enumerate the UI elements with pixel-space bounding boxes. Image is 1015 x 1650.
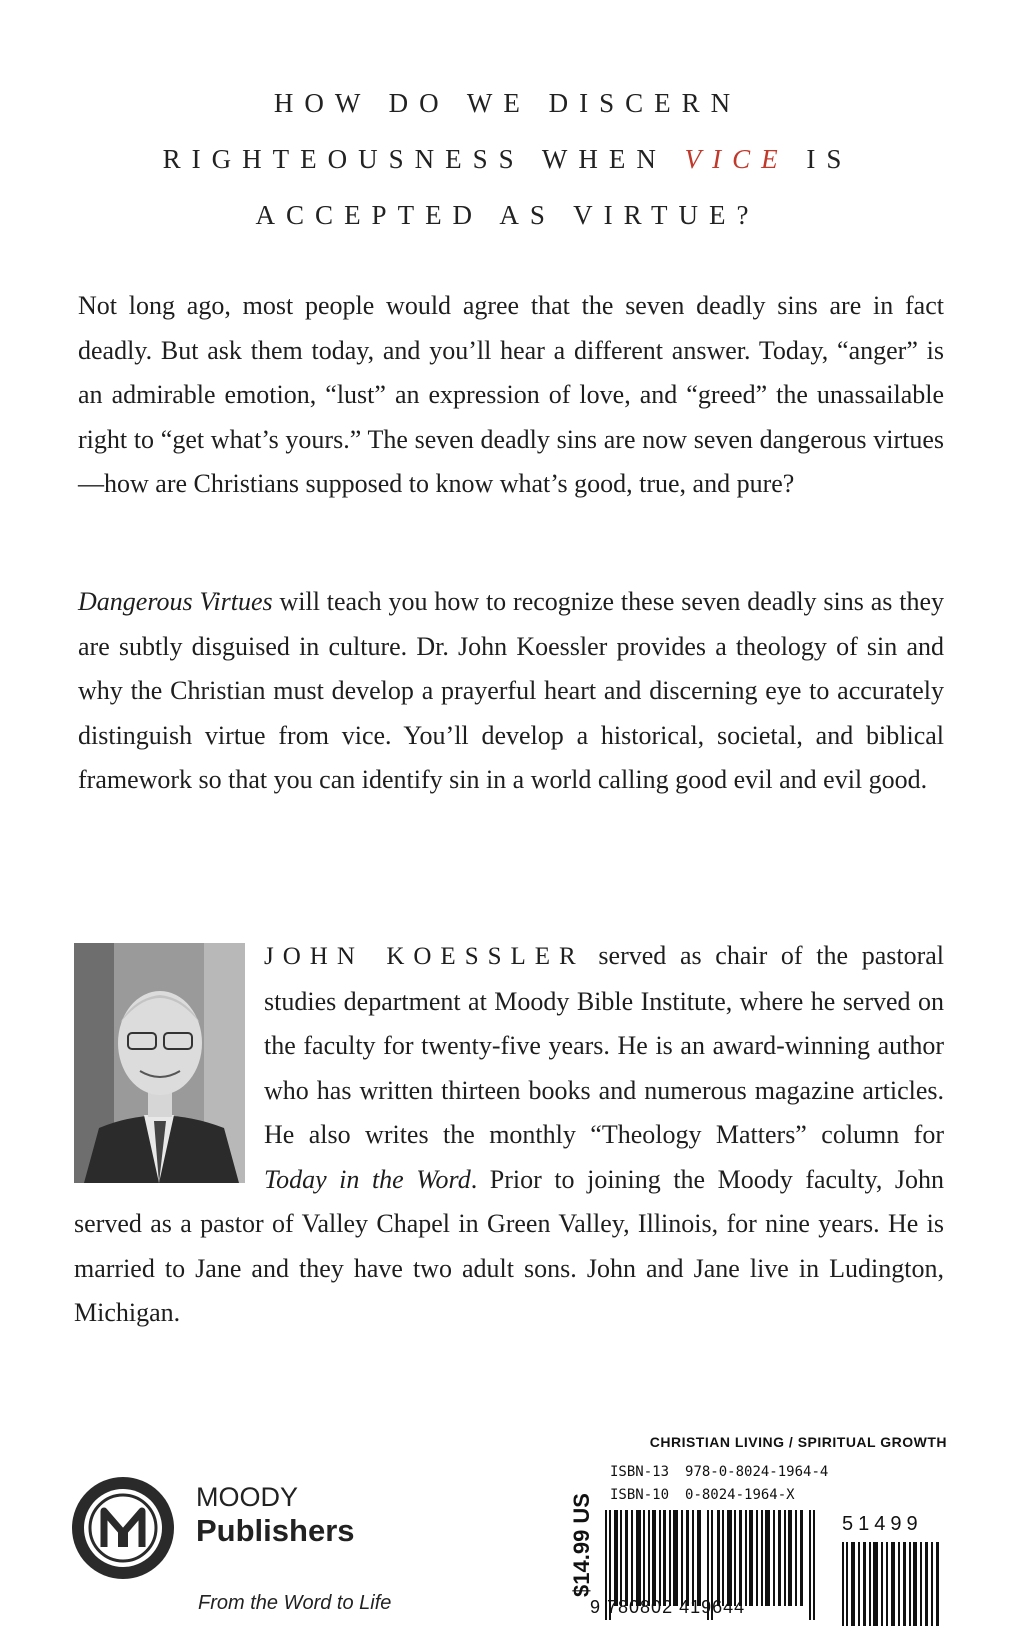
isbn-10-value: 0-8024-1964-X [685,1487,795,1503]
publication-title: Today in the Word [264,1164,471,1194]
category-label: CHRISTIAN LIVING / SPIRITUAL GROWTH [649,1434,947,1450]
description-paragraph-2-text: will teach you how to recognize these seven deadly sins as they are subtly disguised in culture. Dr. John Koessler provides a theology of sin and why the Christian must develop a prayerful heart and discerning eye to accurately distinguish virtue from vice. You’ll develop a historical, societal, and biblical framework so that you can identify sin in a world calling good evil and evil good. [78,587,945,794]
isbn-10-label: ISBN-10 [610,1487,670,1503]
author-bio-text-1: served as chair of the pastoral studies department at Moody Bible Institute, where he served on the faculty for twenty-five years. He is an award-winning author who has written thirteen books and numerous magazine articles. He also writes the monthly “Theology Matters” column for [264,941,945,1149]
tagline-vice-word: VICE [684,144,789,174]
author-bio-text-2: . Prior to joining the Moody faculty, John served as a pastor of Valley Chapel in Green Valley, Illinois, for nine years. He is married to Jane and they have two adult sons. John and Jane live in Ludington, Michigan. [74,1164,944,1327]
author-name: JOHN KOESSLER [264,943,585,970]
price-code: 51499 [842,1513,923,1535]
description-paragraph-1: Not long ago, most people would agree that the seven deadly sins are in fact deadly. But ask them today, and you’ll hear a different answer. Today, “anger” is an admirable emotion, “lust” an expression of love, and “greed” the unassailable right to “get what’s yours.” The seven deadly sins are now seven dangerous virtues—how are Christians supposed to know what’s good, true, and pure? [78,291,944,498]
publisher-name-line-2: Publishers [196,1513,355,1548]
isbn-13-label: ISBN-13 [610,1464,670,1480]
moody-logo-icon [72,1477,174,1579]
book-title: Dangerous Virtues [78,587,273,616]
tagline-line-3: ACCEPTED AS VIRTUE? [255,200,760,230]
tagline-line-2-pre: RIGHTEOUSNESS WHEN [162,144,667,174]
isbn-10 [610,1487,795,1503]
tagline-line-2 [0,144,1015,175]
description-paragraph-2 [78,580,944,803]
publisher-tagline: From the Word to Life [198,1592,392,1614]
tagline-line-1: HOW DO WE DISCERN [273,88,742,118]
publisher-name-line-1: MOODY [196,1482,299,1512]
author-bio [74,934,944,1336]
isbn-13 [610,1464,828,1480]
price-label: $14.99 US [569,1493,594,1597]
barcode-digits: 9 780802 419644 [590,1597,746,1617]
tagline-line-2-post: IS [806,144,853,174]
price-barcode [842,1542,942,1626]
isbn-13-value: 978-0-8024-1964-4 [685,1464,829,1480]
